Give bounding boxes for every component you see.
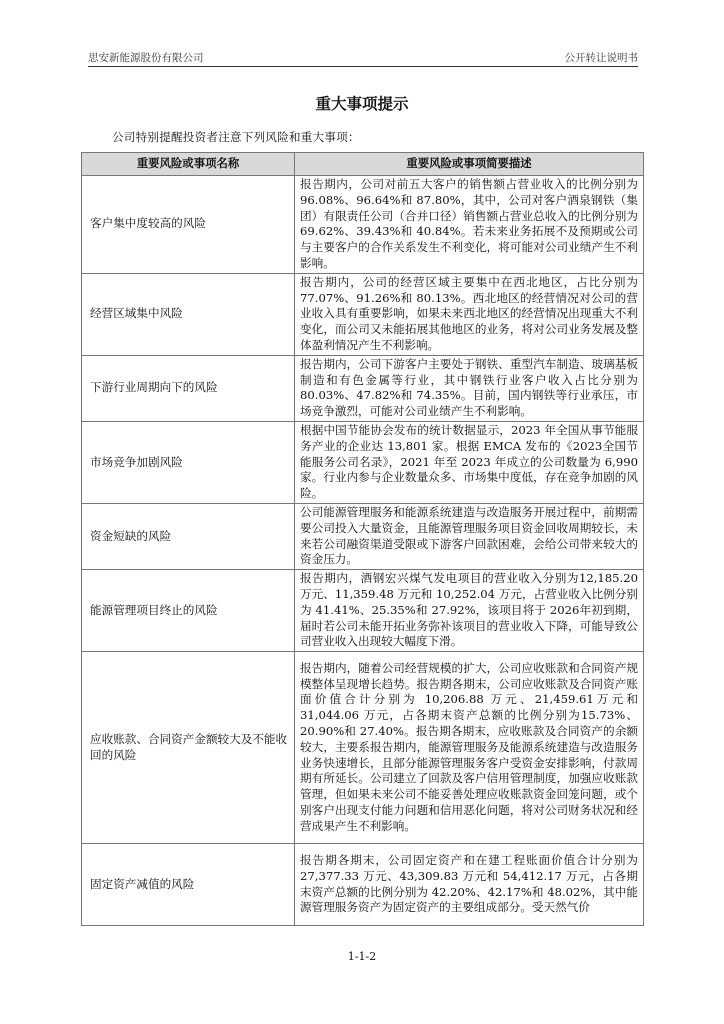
risk-description: 报告期内，酒钢宏兴煤气发电项目的营业收入分别为12,185.20 万元、11,359.48 万元和 10,252.04 万元，占营业收入比例分别为 41.41%、25.35%和 27.92%，该项目将于 2026年初到期，届时若公司未能开拓业务弥补该项目的营业收入下降，可能导致公司营业收入出现较大幅度下滑。	[295, 570, 644, 652]
risk-description: 报告期内，公司的经营区域主要集中在西北地区，占比分别为 77.07%、91.26%和 80.13%。西北地区的经营情况对公司的营业收入具有重要影响，如果未来西北地区的经营情况出现重大不利变化，而公司又未能拓展其他地区的业务，将对公司业务发展及整体盈利情况产生不利影响。	[295, 273, 644, 355]
risk-description: 报告期内，公司下游客户主要处于钢铁、重型汽车制造、玻璃基板制造和有色金属等行业，其中钢铁行业客户收入占比分别为 80.03%、47.82%和 74.35%。目前，国内钢铁等行业承压，市场竞争激烈，可能对公司业绩产生不利影响。	[295, 355, 644, 421]
risk-name: 市场竞争加剧风险	[82, 421, 295, 503]
page-header	[88, 48, 638, 67]
risk-description: 报告期内，公司对前五大客户的销售额占营业收入的比例分别为 96.08%、96.64%和 87.80%，其中，公司对客户酒泉钢铁（集团）有限责任公司（合并口径）销售额占营业总收入的比例分别为 69.62%、39.43%和 40.84%。若未来业务拓展不及预期或公司与主要客户的合作关系发生不利变化，将可能对公司业绩产生不利影响。	[295, 176, 644, 274]
risk-name: 资金短缺的风险	[82, 503, 295, 569]
risk-name: 经营区域集中风险	[82, 273, 295, 355]
column-header-name: 重要风险或事项名称	[82, 153, 295, 176]
table-header-row	[82, 153, 644, 176]
table-row	[82, 273, 644, 355]
risk-description: 报告期内，随着公司经营规模的扩大，公司应收账款和合同资产规模整体呈现增长趋势。报告期各期末，公司应收账款及合同资产账面价值合计分别为 10,206.88 万元、21,459.61万元和 31,044.06 万元，占各期末资产总额的比例分别为15.73%、20.90%和 27.40%。报告期各期末，应收账款及合同资产的余额较大，主要系报告期内，能源管理服务及能源系统建造与改造服务业务快速增长，且部分能源管理服务客户受资金安排影响，付款周期有所延长。公司建立了回款及客户信用管理制度，加强应收账款管理，但如果未来公司不能妥善处理应收账款资金回笼问题，或个别客户出现支付能力问题和信用恶化问题，将对公司财务状况和经营成果产生不利影响。	[295, 652, 644, 844]
table-row	[82, 844, 644, 926]
risk-name: 下游行业周期向下的风险	[82, 355, 295, 421]
risk-name: 客户集中度较高的风险	[82, 176, 295, 274]
table-row	[82, 503, 644, 569]
intro-text: 公司特别提醒投资者注意下列风险和重大事项：	[112, 130, 360, 144]
risk-description: 根据中国节能协会发布的统计数据显示，2023 年全国从事节能服务产业的企业达 13,801 家。根据 EMCA 发布的《2023全国节能服务公司名录》，2021 年至 2023 年成立的公司数量为 6,990 家。行业内参与企业数量众多、市场集中度低，存在竞争加剧的风险。	[295, 421, 644, 503]
document-type: 公开转让说明书	[564, 52, 638, 64]
table-row	[82, 176, 644, 274]
table-row	[82, 652, 644, 844]
page-number: 1-1-2	[347, 950, 377, 963]
table-row	[82, 355, 644, 421]
page-title: 重大事项提示	[315, 95, 409, 113]
risk-description: 公司能源管理服务和能源系统建造与改造服务开展过程中，前期需要公司投入大量资金，且能源管理服务项目资金回收周期较长，未来若公司融资渠道受限或下游客户回款困难，会给公司带来较大的资金压力。	[295, 503, 644, 569]
table-row	[82, 570, 644, 652]
risk-table	[81, 152, 644, 926]
risk-name: 应收账款、合同资产金额较大及不能收回的风险	[82, 652, 295, 844]
risk-description: 报告期各期末，公司固定资产和在建工程账面价值合计分别为 27,377.33 万元、43,309.83 万元和 54,412.17 万元，占各期末资产总额的比例分别为 42.20%、42.17%和 48.02%，其中能源管理服务资产为固定资产的主要组成部分。受天然气价	[295, 844, 644, 926]
risk-name: 固定资产减值的风险	[82, 844, 295, 926]
column-header-description: 重要风险或事项简要描述	[295, 153, 644, 176]
table-row	[82, 421, 644, 503]
risk-name: 能源管理项目终止的风险	[82, 570, 295, 652]
company-name: 思安新能源股份有限公司	[88, 52, 204, 64]
